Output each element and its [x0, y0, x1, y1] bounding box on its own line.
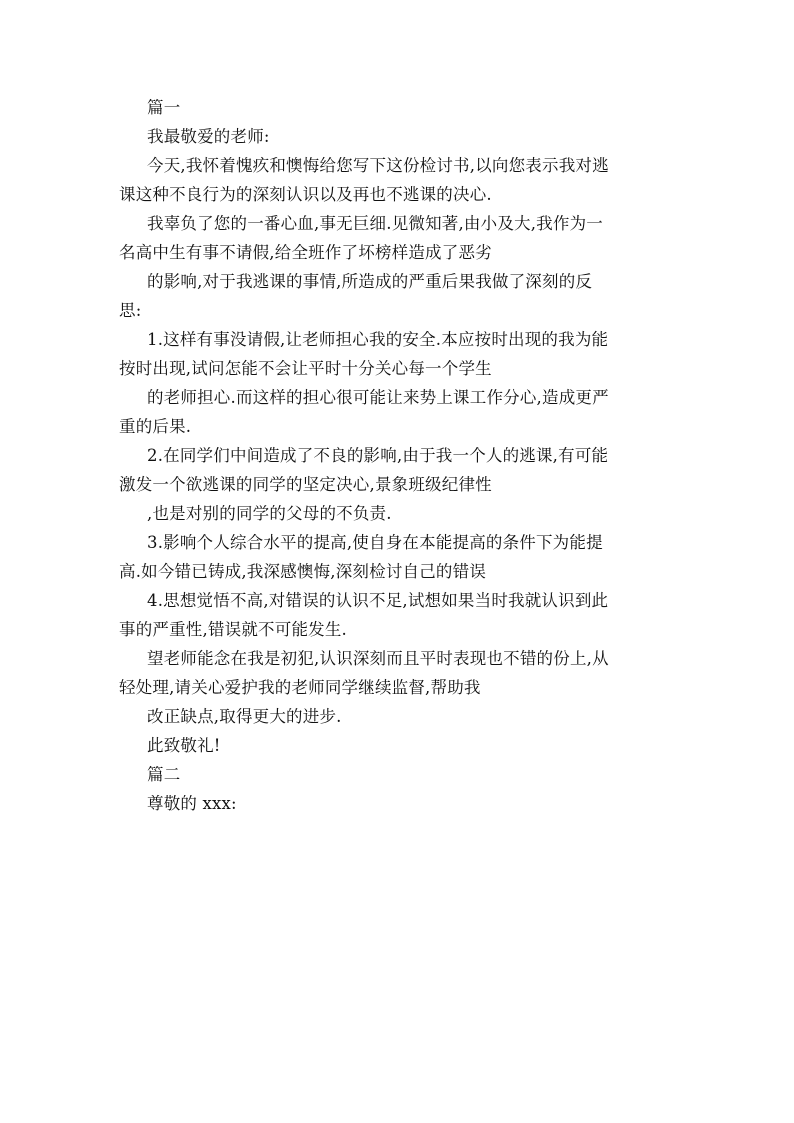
- list-item-line: 1.这样有事没请假,让老师担心我的安全.本应按时出现的我为能: [147, 330, 609, 349]
- list-item-line: 3.影响个人综合水平的提高,使自身在本能提高的条件下为能提: [147, 533, 603, 552]
- closing-line: 此致敬礼!: [147, 736, 221, 755]
- paragraph-line: 我辜负了您的一番心血,事无巨细.见微知著,由小及大,我作为一: [147, 214, 603, 233]
- paragraph-line: 今天,我怀着愧疚和懊悔给您写下这份检讨书,以向您表示我对逃: [147, 156, 609, 175]
- paragraph-line: 的影响,对于我逃课的事情,所造成的严重后果我做了深刻的反: [147, 272, 593, 291]
- paragraph-line: 改正缺点,取得更大的进步.: [147, 707, 342, 726]
- list-item-line: 高.如今错已铸成,我深感懊悔,深刻检讨自己的错误: [119, 562, 487, 581]
- section-heading: 篇二: [147, 765, 181, 784]
- list-item-line: ,也是对别的同学的父母的不负责.: [147, 504, 392, 523]
- salutation: 尊敬的 xxx:: [147, 794, 237, 813]
- paragraph-line: 名高中生有事不请假,给全班作了坏榜样造成了恶劣: [119, 243, 492, 262]
- section-heading: 篇一: [147, 98, 181, 117]
- salutation: 我最敬爱的老师:: [147, 127, 270, 146]
- list-item-line: 的老师担心.而这样的担心很可能让来势上课工作分心,造成更严: [147, 388, 609, 407]
- paragraph-line: 思:: [119, 301, 142, 320]
- list-item-line: 按时出现,试问怎能不会让平时十分关心每一个学生: [119, 359, 492, 378]
- list-item-line: 激发一个欲逃课的同学的坚定决心,景象班级纪律性: [119, 475, 492, 494]
- list-item-line: 4.思想觉悟不高,对错误的认识不足,试想如果当时我就认识到此: [147, 591, 609, 610]
- paragraph-line: 课这种不良行为的深刻认识以及再也不逃课的决心.: [119, 185, 492, 204]
- list-item-line: 重的后果.: [119, 417, 192, 436]
- list-item-line: 事的严重性,错误就不可能发生.: [119, 620, 347, 639]
- paragraph-line: 望老师能念在我是初犯,认识深刻而且平时表现也不错的份上,从: [147, 649, 609, 668]
- document-body: [119, 93, 679, 818]
- list-item-line: 2.在同学们中间造成了不良的影响,由于我一个人的逃课,有可能: [147, 446, 609, 465]
- paragraph-line: 轻处理,请关心爱护我的老师同学继续监督,帮助我: [119, 678, 481, 697]
